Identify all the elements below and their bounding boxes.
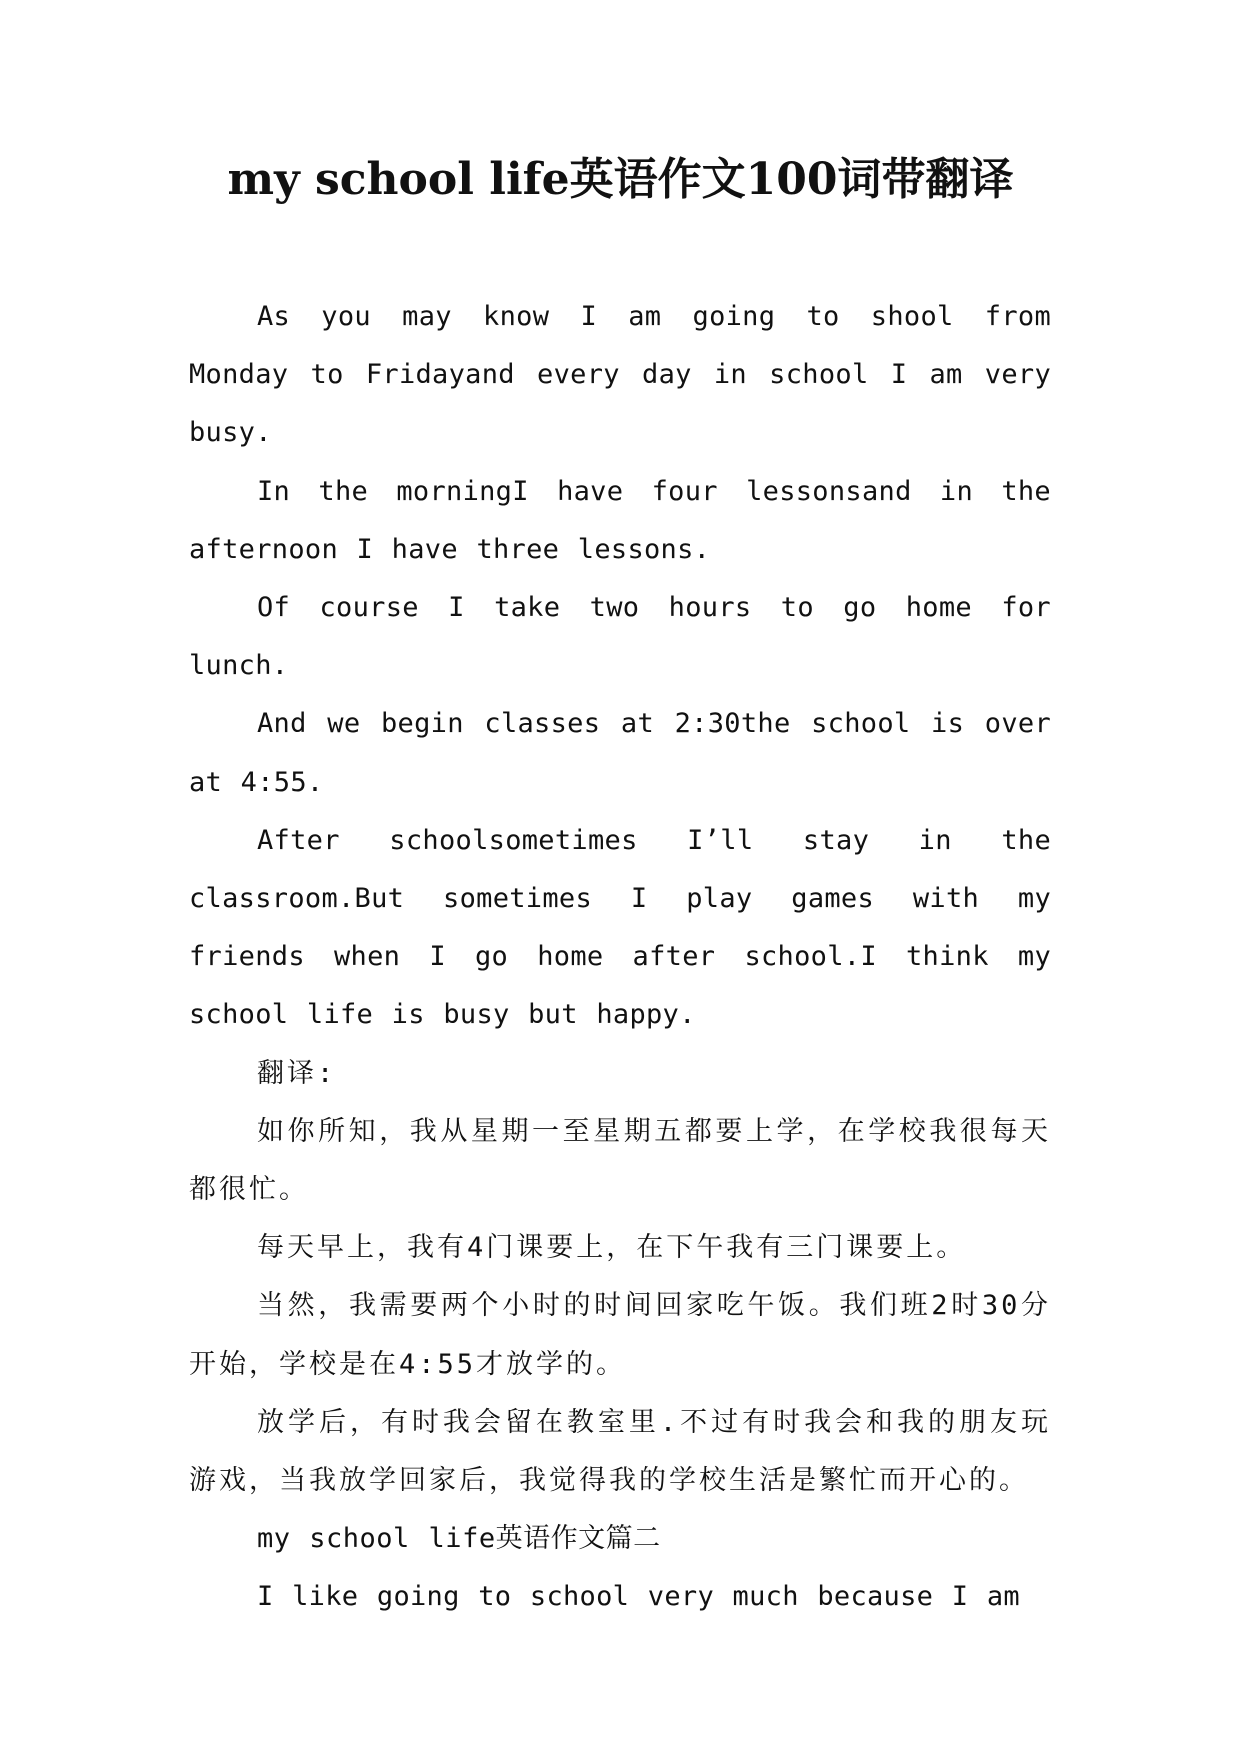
translation-label: 翻译: — [257, 1057, 337, 1089]
essay-paragraph-2: In the morningI have four lessonsand in the afternoon I have three lessons. — [189, 475, 1051, 565]
essay-paragraph-4: And we begin classes at 2:30the school is over at 4:55. — [189, 708, 1051, 798]
essay-paragraph-1: As you may know I am going to shool from Monday to Fridayand every day in school I am very busy. — [189, 301, 1051, 449]
translation-paragraph-3: 当然，我需要两个小时的时间回家吃午饭。我们班2时30分开始，学校是在4:55才放学的。 — [189, 1290, 1051, 1380]
translation-paragraph-2: 每天早上，我有4门课要上，在下午我有三门课要上。 — [257, 1232, 967, 1264]
document-body — [189, 288, 1051, 1627]
translation-paragraph-1: 如你所知，我从星期一至星期五都要上学，在学校我很每天都很忙。 — [189, 1115, 1051, 1206]
essay-paragraph-5: After schoolsometimes I’ll stay in the classroom.But sometimes I play games with my friends when I go home after school.I think my school life is busy but happy. — [189, 824, 1051, 1031]
section-heading: my school life英语作文篇二 — [257, 1523, 661, 1555]
translation-paragraph-4: 放学后，有时我会留在教室里.不过有时我会和我的朋友玩游戏，当我放学回家后，我觉得我的学校生活是繁忙而开心的。 — [189, 1406, 1051, 1497]
document-title: my school life英语作文100词带翻译 — [227, 154, 1014, 205]
section2-first-line: I like going to school very much because I am — [257, 1581, 1020, 1613]
essay-paragraph-3: Of course I take two hours to go home for lunch. — [189, 592, 1051, 682]
